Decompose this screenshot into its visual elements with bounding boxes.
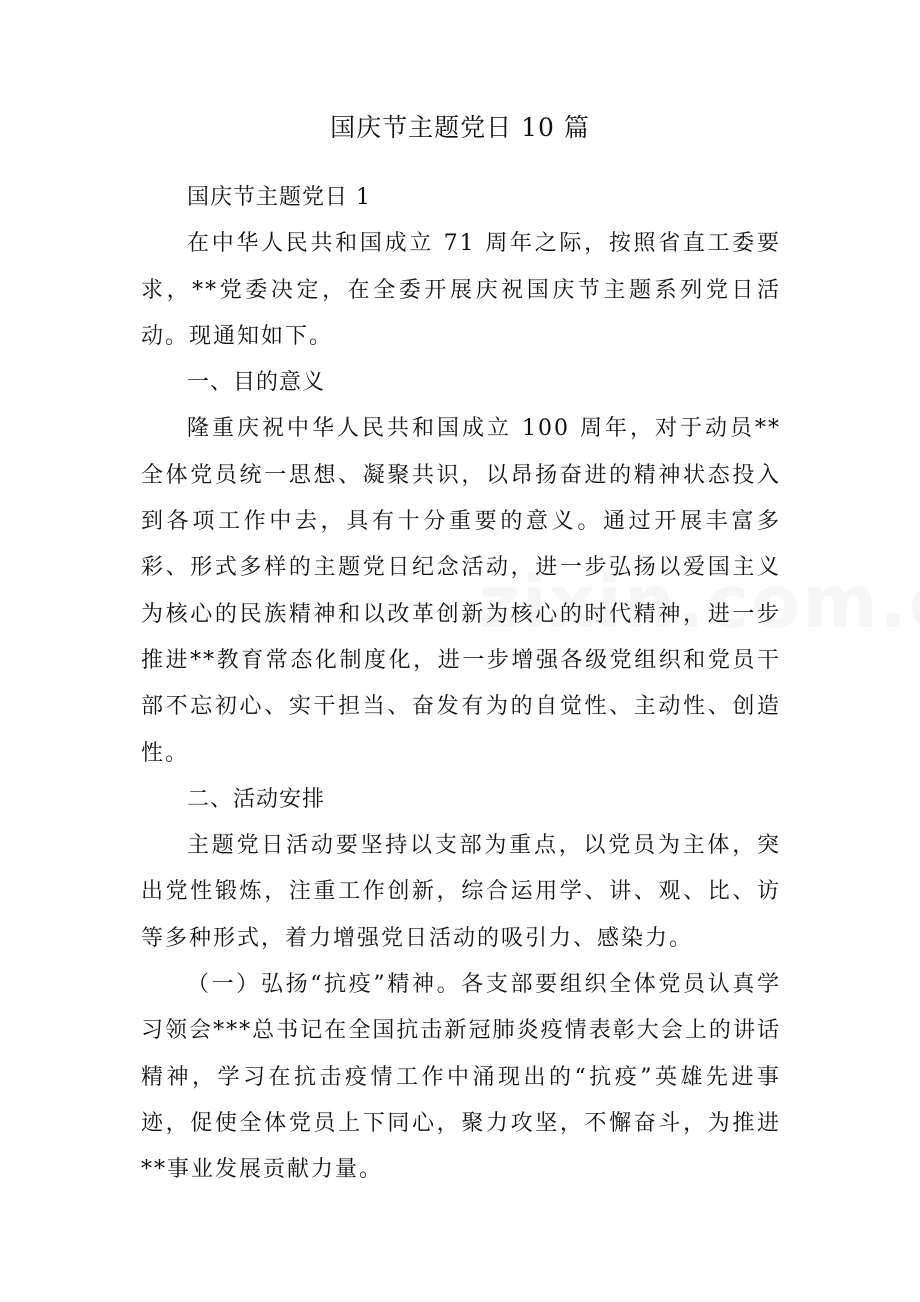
document-body — [141, 175, 781, 1194]
document-title: 国庆节主题党日 10 篇 — [330, 113, 590, 142]
arrangement-paragraph: 主题党日活动要坚持以支部为重点，以党员为主体，突出党性锻炼，注重工作创新，综合运用学、讲、观、比、访等多种形式，着力增强党日活动的吸引力、感染力。 — [141, 833, 781, 951]
section-heading-part1: 国庆节主题党日 1 — [187, 185, 371, 210]
item-one-paragraph: （一）弘扬“抗疫”精神。各支部要组织全体党员认真学习领会***总书记在全国抗击新冠肺炎疫情表彰大会上的讲话精神，学习在抗击疫情工作中涌现出的“抗疫”英雄先进事迹，促使全体党员上下同心，聚力攻坚，不懈奋斗，为推进**事业发展贡献力量。 — [141, 972, 781, 1183]
purpose-paragraph: 隆重庆祝中华人民共和国成立 100 周年，对于动员**全体党员统一思想、凝聚共识，以昂扬奋进的精神状态投入到各项工作中去，具有十分重要的意义。通过开展丰富多彩、形式多样的主题党日纪念活动，进一步弘扬以爱国主义为核心的民族精神和以改革创新为核心的时代精神，进一步推进**教育常态化制度化，进一步增强各级党组织和党员干部不忘初心、实干担当、奋发有为的自觉性、主动性、创造性。 — [141, 416, 781, 766]
section-heading-purpose: 一、目的意义 — [187, 370, 326, 396]
intro-paragraph: 在中华人民共和国成立 71 周年之际，按照省直工委要求，**党委决定，在全委开展庆祝国庆节主题系列党日活动。现通知如下。 — [141, 231, 781, 349]
section-heading-arrangement: 二、活动安排 — [187, 786, 326, 812]
watermark — [478, 560, 920, 644]
